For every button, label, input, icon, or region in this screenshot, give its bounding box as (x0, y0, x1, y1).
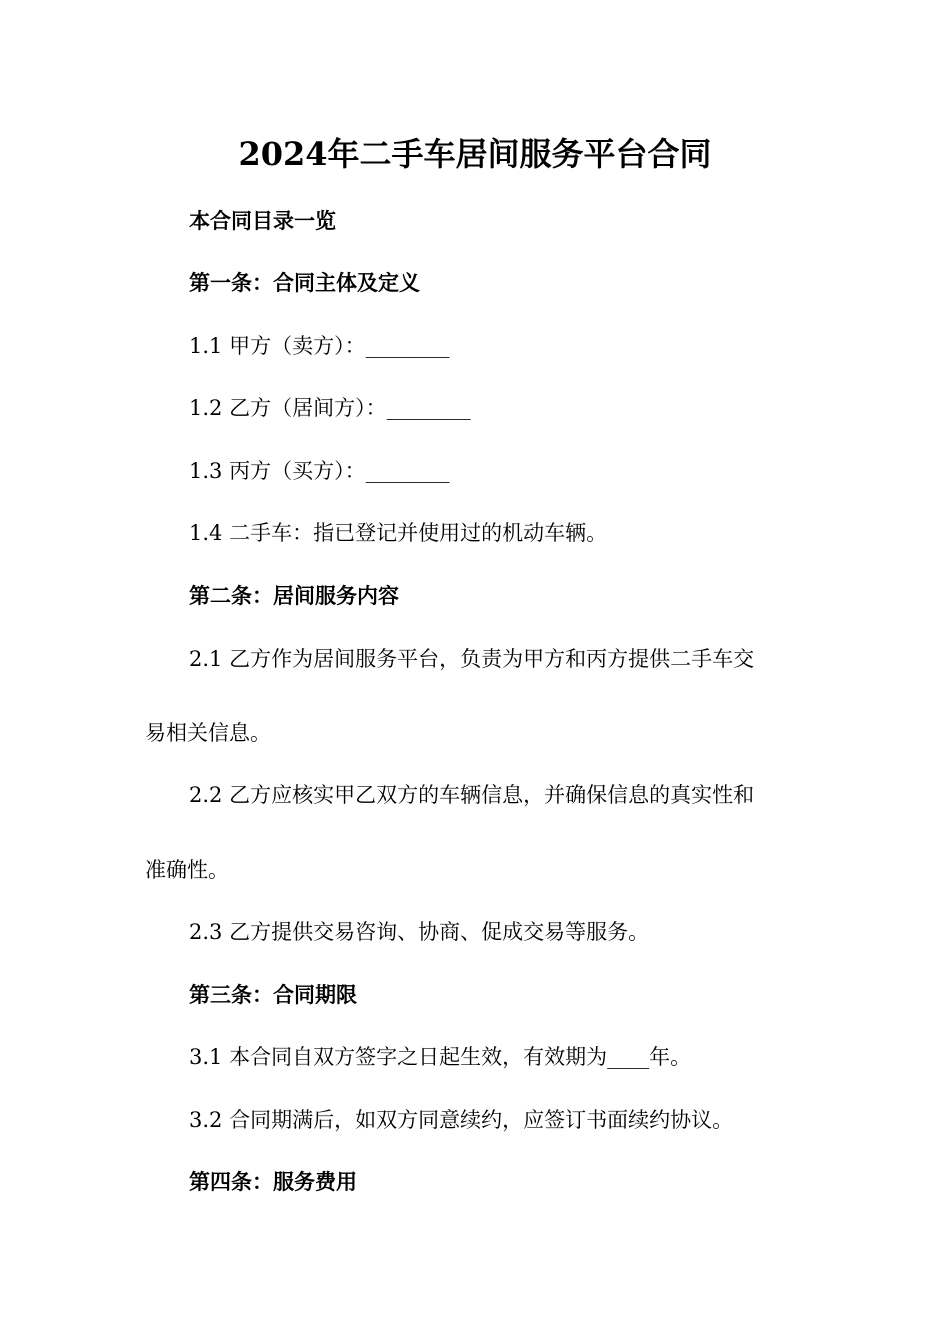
clause-2-1: 2.1 乙方作为居间服务平台，负责为甲方和丙方提供二手车交 (189, 647, 755, 671)
clause-1-4: 1.4 二手车：指已登记并使用过的机动车辆。 (189, 521, 608, 545)
clause-1-3: 1.3 丙方（买方）：________ (189, 459, 450, 483)
document-title: 2024年二手车居间服务平台合同 (238, 135, 712, 173)
toc-heading: 本合同目录一览 (189, 208, 336, 233)
article-1-heading: 第一条：合同主体及定义 (189, 270, 420, 295)
clause-2-2-continued: 准确性。 (145, 858, 229, 882)
clause-1-1: 1.1 甲方（卖方）：________ (189, 334, 450, 358)
clause-1-2: 1.2 乙方（居间方）：________ (189, 396, 471, 420)
article-2-heading: 第二条：居间服务内容 (189, 583, 399, 608)
clause-3-1: 3.1 本合同自双方签字之日起生效，有效期为____年。 (189, 1045, 692, 1069)
clause-2-3: 2.3 乙方提供交易咨询、协商、促成交易等服务。 (189, 920, 650, 944)
clause-2-1-continued: 易相关信息。 (145, 721, 271, 745)
clause-3-2: 3.2 合同期满后，如双方同意续约，应签订书面续约协议。 (189, 1108, 734, 1132)
article-4-heading: 第四条：服务费用 (189, 1169, 357, 1194)
article-3-heading: 第三条：合同期限 (189, 982, 357, 1007)
clause-2-2: 2.2 乙方应核实甲乙双方的车辆信息，并确保信息的真实性和 (189, 783, 755, 807)
